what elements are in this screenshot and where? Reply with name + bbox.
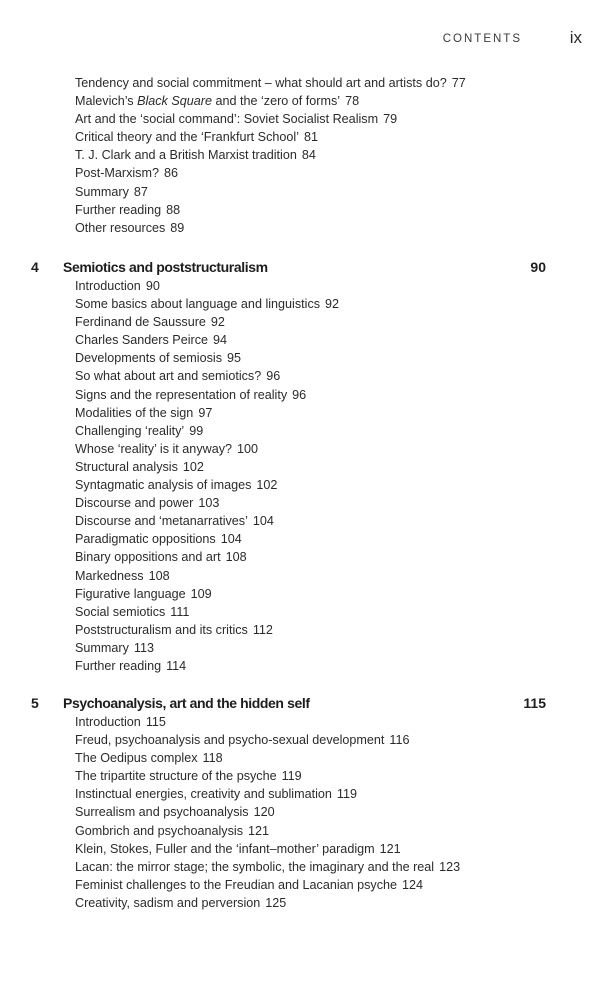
- entry-page: 78: [345, 94, 360, 109]
- entry-page: 125: [265, 895, 287, 910]
- entry-page: 102: [256, 478, 278, 493]
- entry-page: 104: [220, 532, 242, 547]
- entry-page: 119: [281, 769, 302, 784]
- entry-title: Creativity, sadism and perversion: [75, 895, 261, 910]
- toc-entry[interactable]: [75, 767, 460, 785]
- entry-page: 115: [145, 715, 166, 729]
- toc-entry[interactable]: [75, 277, 339, 295]
- entry-page: 94: [213, 333, 228, 348]
- entry-page: 112: [252, 622, 273, 637]
- entry-title: Structural analysis: [75, 459, 178, 474]
- toc-entry[interactable]: [75, 110, 466, 128]
- chapter-title: Semiotics and poststructuralism: [63, 259, 268, 275]
- page-number: ix: [569, 28, 582, 47]
- toc-entry[interactable]: [75, 367, 339, 385]
- entry-title: The Oedipus complex: [75, 751, 198, 766]
- toc-entry[interactable]: [75, 183, 466, 201]
- chapter-number: 4: [31, 259, 39, 275]
- toc-entry[interactable]: [75, 585, 339, 603]
- entry-title-part: Malevich’s: [75, 94, 138, 109]
- entry-title: Klein, Stokes, Fuller and the ‘infant–mother’ paradigm: [75, 841, 375, 856]
- entry-title: Some basics about language and linguistics: [75, 297, 321, 312]
- entry-page: 102: [182, 459, 204, 474]
- entry-page: 108: [225, 550, 247, 565]
- entry-title: Discourse and ‘metanarratives’: [75, 514, 248, 529]
- entry-page: 99: [189, 423, 204, 438]
- toc-entry[interactable]: [75, 858, 460, 876]
- running-header-label: CONTENTS: [442, 33, 522, 45]
- entry-title: Markedness: [75, 568, 144, 583]
- entry-page: 103: [198, 496, 220, 511]
- entry-title: Further reading: [75, 658, 162, 673]
- entry-title: Challenging ‘reality’: [75, 423, 185, 438]
- toc-entry[interactable]: [75, 458, 339, 476]
- entry-page: 95: [227, 351, 242, 366]
- entry-title: Tendency and social commitment – what should art and artists do?: [75, 76, 447, 90]
- toc-entry-list: [75, 713, 460, 912]
- chapter-heading[interactable]: [0, 694, 604, 714]
- entry-title: Whose ‘reality’ is it anyway?: [75, 441, 233, 456]
- toc-entry[interactable]: [75, 713, 460, 731]
- entry-title: Summary: [75, 184, 129, 199]
- entry-title: Charles Sanders Peirce: [75, 333, 208, 348]
- toc-entry[interactable]: [75, 331, 339, 349]
- entry-title: Modalities of the sign: [75, 405, 194, 420]
- toc-entry[interactable]: [75, 219, 466, 237]
- toc-entry[interactable]: [75, 349, 339, 367]
- entry-title: Instinctual energies, creativity and sublimation: [75, 787, 332, 802]
- entry-page: 120: [253, 805, 275, 820]
- entry-title: The tripartite structure of the psyche: [75, 769, 277, 784]
- entry-page: 121: [379, 841, 401, 856]
- toc-entry[interactable]: [75, 548, 339, 566]
- entry-title: Figurative language: [75, 586, 186, 601]
- entry-title: Signs and the representation of reality: [75, 387, 288, 402]
- entry-title: Other resources: [75, 220, 166, 235]
- entry-title: Art and the ‘social command’: Soviet Socialist Realism: [75, 112, 379, 127]
- toc-entry[interactable]: [75, 876, 460, 894]
- entry-title: Introduction: [75, 279, 141, 293]
- chapter-title: Psychoanalysis, art and the hidden self: [63, 695, 310, 711]
- entry-page: 90: [145, 279, 160, 293]
- toc-entry[interactable]: [75, 404, 339, 422]
- chapter-number: 5: [31, 695, 39, 711]
- entry-page: 81: [304, 130, 319, 145]
- toc-entry[interactable]: [75, 639, 339, 657]
- toc-entry[interactable]: [75, 530, 339, 548]
- toc-entry[interactable]: [75, 440, 339, 458]
- entry-title: Syntagmatic analysis of images: [75, 478, 252, 493]
- toc-entry[interactable]: [75, 476, 339, 494]
- toc-entry[interactable]: [75, 894, 460, 912]
- entry-page: 116: [389, 733, 410, 748]
- entry-page: 79: [383, 112, 398, 127]
- entry-page: 86: [163, 166, 178, 181]
- entry-page: 96: [292, 387, 307, 402]
- entry-page: 97: [198, 405, 213, 420]
- entry-title: Introduction: [75, 715, 141, 729]
- entry-title: Poststructuralism and its critics: [75, 622, 248, 637]
- entry-title-italic: Black Square: [137, 94, 212, 109]
- entry-title: Gombrich and psychoanalysis: [75, 823, 243, 838]
- toc-entry[interactable]: [75, 422, 339, 440]
- toc-entry[interactable]: [75, 822, 460, 840]
- toc-entry[interactable]: [75, 92, 466, 110]
- toc-entry[interactable]: [75, 164, 466, 182]
- entry-title: Post-Marxism?: [75, 166, 159, 181]
- entry-page: 92: [325, 297, 340, 312]
- entry-page: 96: [266, 369, 281, 384]
- entry-title: Discourse and power: [75, 496, 194, 511]
- toc-entry[interactable]: [75, 657, 339, 675]
- entry-title: Social semiotics: [75, 604, 166, 619]
- entry-title: Paradigmatic oppositions: [75, 532, 216, 547]
- entry-title: Critical theory and the ‘Frankfurt School’: [75, 130, 299, 145]
- entry-page: 111: [170, 604, 190, 619]
- running-header: [282, 26, 582, 54]
- toc-entry[interactable]: [75, 785, 460, 803]
- entry-title: Developments of semiosis: [75, 351, 222, 366]
- toc-entry[interactable]: [75, 128, 466, 146]
- entry-page: 104: [252, 514, 274, 529]
- entry-page: 84: [301, 148, 316, 163]
- toc-entry[interactable]: [75, 621, 339, 639]
- toc-entry[interactable]: [75, 567, 339, 585]
- toc-entry[interactable]: [75, 512, 339, 530]
- entry-page: 118: [202, 751, 223, 766]
- toc-entry[interactable]: [75, 313, 339, 331]
- toc-entry-list: [75, 277, 339, 675]
- entry-title: T. J. Clark and a British Marxist tradition: [75, 148, 297, 163]
- chapter-heading[interactable]: [0, 258, 604, 278]
- entry-title: So what about art and semiotics?: [75, 369, 262, 384]
- toc-entry[interactable]: [75, 603, 339, 621]
- toc-entry-list: [75, 74, 466, 237]
- entry-page: 77: [451, 76, 466, 90]
- entry-page: 89: [170, 220, 185, 235]
- toc-entry[interactable]: [75, 146, 466, 164]
- entry-page: 109: [190, 586, 212, 601]
- entry-page: 121: [248, 823, 270, 838]
- entry-title: Binary oppositions and art: [75, 550, 221, 565]
- entry-page: 88: [166, 202, 181, 217]
- entry-page: 114: [166, 658, 187, 673]
- entry-page: 100: [237, 441, 259, 456]
- entry-title: Lacan: the mirror stage; the symbolic, the imaginary and the real: [75, 859, 435, 874]
- entry-title: Further reading: [75, 202, 162, 217]
- entry-title-part: and the ‘zero of forms’: [211, 94, 341, 109]
- entry-title: Ferdinand de Saussure: [75, 315, 206, 330]
- toc-entry[interactable]: [75, 803, 460, 821]
- toc-entry[interactable]: [75, 201, 466, 219]
- entry-title: Surrealism and psychoanalysis: [75, 805, 249, 820]
- entry-page: 124: [402, 877, 424, 892]
- toc-entry[interactable]: [75, 731, 460, 749]
- toc-entry[interactable]: [75, 74, 466, 92]
- toc-entry[interactable]: [75, 494, 339, 512]
- entry-title: Feminist challenges to the Freudian and Lacanian psyche: [75, 877, 398, 892]
- toc-entry[interactable]: [75, 840, 460, 858]
- entry-page: 87: [133, 184, 148, 199]
- toc-entry[interactable]: [75, 749, 460, 767]
- entry-page: 92: [210, 315, 225, 330]
- entry-page: 123: [439, 859, 461, 874]
- entry-page: 113: [133, 640, 154, 655]
- entry-page: 119: [336, 787, 357, 802]
- entry-page: 108: [148, 568, 170, 583]
- chapter-page: 90: [530, 259, 546, 275]
- entry-title: Freud, psychoanalysis and psycho-sexual development: [75, 733, 385, 748]
- toc-entry[interactable]: [75, 295, 339, 313]
- chapter-page: 115: [523, 695, 546, 711]
- entry-title: Summary: [75, 640, 129, 655]
- toc-entry[interactable]: [75, 386, 339, 404]
